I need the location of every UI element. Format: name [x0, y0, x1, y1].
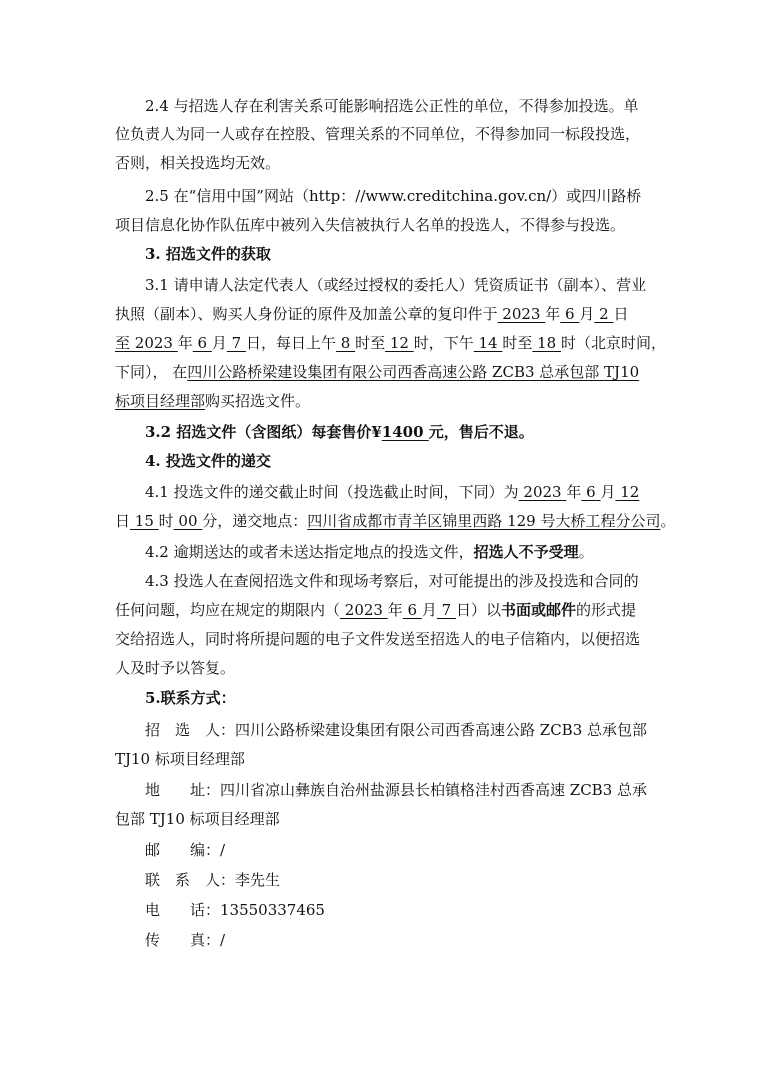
- text-segment: 3. 招选文件的获取: [115, 245, 271, 263]
- text-line: [115, 387, 650, 416]
- text-line: [115, 896, 650, 925]
- text-line: [115, 926, 650, 955]
- text-segment: 月: [600, 483, 616, 501]
- text-segment: 7: [436, 601, 456, 619]
- text-segment: 时: [158, 512, 174, 530]
- text-segment: 1400: [381, 423, 429, 441]
- text-segment: 时至: [502, 334, 533, 352]
- text-line: [115, 149, 650, 178]
- text-line: [115, 329, 666, 358]
- text-segment: 招选人不予受理: [473, 543, 579, 561]
- text-line: [115, 836, 650, 865]
- text-segment: 执照（副本）、购买人身份证的原件及加盖公章的复印件于: [115, 305, 498, 323]
- text-segment: 日）以: [455, 601, 501, 619]
- text-segment: 年: [545, 305, 561, 323]
- text-line: [115, 358, 650, 387]
- text-segment: 2.4 与招选人存在利害关系可能影响招选公正性的单位，不得参加投选。单: [115, 97, 639, 115]
- text-segment: 15: [130, 512, 159, 530]
- text-segment: 月: [579, 305, 595, 323]
- text-segment: 四川省成都市青羊区锦里西路 129 号大桥工程分公司: [307, 512, 661, 530]
- text-segment: 购买招选文件。: [205, 392, 311, 410]
- text-segment: 6: [560, 305, 580, 323]
- text-segment: 标项目经理部: [115, 392, 206, 410]
- text-segment: 2023: [497, 305, 546, 323]
- text-segment: 分，递交地点：: [202, 512, 308, 530]
- text-segment: 12: [615, 483, 640, 501]
- text-segment: 年: [387, 601, 403, 619]
- text-line: [115, 538, 650, 567]
- text-line: [115, 120, 650, 149]
- text-segment: 联 系 人：李先生: [115, 871, 281, 889]
- text-segment: 四川公路桥梁建设集团有限公司西香高速公路 ZCB3 总承包部 TJ10: [187, 363, 640, 381]
- text-segment: 月: [421, 601, 437, 619]
- text-segment: 2023: [130, 334, 178, 352]
- text-segment: 14: [473, 334, 503, 352]
- text-segment: 6: [192, 334, 212, 352]
- text-segment: 4.2 逾期送达的或者未送达指定地点的投选文件，: [115, 543, 474, 561]
- text-segment: 6: [402, 601, 422, 619]
- text-line: [115, 716, 650, 745]
- text-line: [115, 596, 650, 625]
- text-segment: 6: [581, 483, 601, 501]
- text-line: [115, 507, 676, 536]
- text-segment: 交给招选人，同时将所提问题的电子文件发送至招选人的电子信箱内，以便招选: [115, 630, 641, 648]
- text-line: [115, 478, 650, 507]
- text-line: [115, 240, 650, 269]
- text-line: [115, 447, 650, 476]
- text-line: [115, 300, 650, 329]
- text-line: [115, 271, 650, 300]
- text-segment: 日: [613, 305, 629, 323]
- text-segment: 传 真：/: [115, 931, 226, 949]
- text-segment: 地 址：四川省凉山彝族自治州盐源县长柏镇格洼村西香高速 ZCB3 总承: [115, 781, 648, 799]
- text-segment: 。: [578, 543, 594, 561]
- text-line: [115, 805, 650, 834]
- text-segment: 任何问题，均应在规定的期限内（: [115, 601, 341, 619]
- text-line: [115, 654, 650, 683]
- text-segment: 否则，相关投选均无效。: [115, 154, 281, 172]
- text-segment: 邮 编：/: [115, 841, 226, 859]
- text-segment: 时至: [355, 334, 386, 352]
- text-segment: 4.3 投选人在查阅招选文件和现场考察后，对可能提出的涉及投选和合同的: [115, 572, 639, 590]
- text-segment: 3.1 请申请人法定代表人（或经过授权的委托人）凭资质证书（副本）、营业: [115, 276, 647, 294]
- text-segment: 至: [115, 334, 131, 352]
- text-line: [115, 866, 650, 895]
- text-segment: 包部 TJ10 标项目经理部: [115, 810, 280, 828]
- text-segment: 年: [566, 483, 582, 501]
- text-segment: 人及时予以答复。: [115, 659, 236, 677]
- text-segment: 00: [173, 512, 203, 530]
- text-segment: 2023: [340, 601, 388, 619]
- text-line: [115, 684, 650, 713]
- text-segment: 时，下午: [413, 334, 474, 352]
- text-segment: 日，每日上午: [245, 334, 336, 352]
- text-segment: 的形式提: [575, 601, 636, 619]
- text-segment: 8: [335, 334, 356, 352]
- text-segment: 2023: [518, 483, 567, 501]
- text-segment: 时（北京时间，: [560, 334, 666, 352]
- text-segment: 2: [594, 305, 614, 323]
- text-segment: 电 话：13550337465: [115, 901, 325, 919]
- text-line: [115, 92, 650, 121]
- text-line: [115, 745, 650, 774]
- text-segment: 年: [177, 334, 193, 352]
- text-segment: 18: [532, 334, 561, 352]
- text-line: [115, 776, 650, 805]
- text-segment: 12: [385, 334, 414, 352]
- text-line: [115, 625, 650, 654]
- text-segment: 书面或邮件: [500, 601, 576, 619]
- text-segment: 4. 投选文件的递交: [115, 452, 271, 470]
- text-segment: 3.2 招选文件（含图纸）每套售价¥: [115, 423, 382, 441]
- text-segment: 。: [660, 512, 676, 530]
- text-segment: TJ10 标项目经理部: [115, 750, 245, 768]
- text-segment: 招 选 人：四川公路桥梁建设集团有限公司西香高速公路 ZCB3 总承包部: [115, 721, 648, 739]
- text-segment: 项目信息化协作队伍库中被列入失信被执行人名单的投选人，不得参与投选。: [115, 216, 626, 234]
- text-segment: 2.5 在“信用中国”网站（http：//www.creditchina.gov.cn/）或四川路桥: [115, 187, 642, 205]
- text-line: [115, 567, 650, 596]
- text-line: [115, 182, 650, 211]
- text-line: [115, 211, 650, 240]
- text-line: [115, 418, 650, 447]
- text-segment: 5.联系方式：: [115, 689, 236, 707]
- text-segment: 7: [226, 334, 246, 352]
- text-segment: 月: [211, 334, 227, 352]
- text-segment: 4.1 投选文件的递交截止时间（投选截止时间，下同）为: [115, 483, 519, 501]
- text-segment: 日: [115, 512, 131, 530]
- text-segment: 位负责人为同一人或存在控股、管理关系的不同单位，不得参加同一标段投选，: [115, 125, 641, 143]
- text-segment: 元，售后不退。: [428, 423, 534, 441]
- text-segment: 下同）， 在: [115, 363, 188, 381]
